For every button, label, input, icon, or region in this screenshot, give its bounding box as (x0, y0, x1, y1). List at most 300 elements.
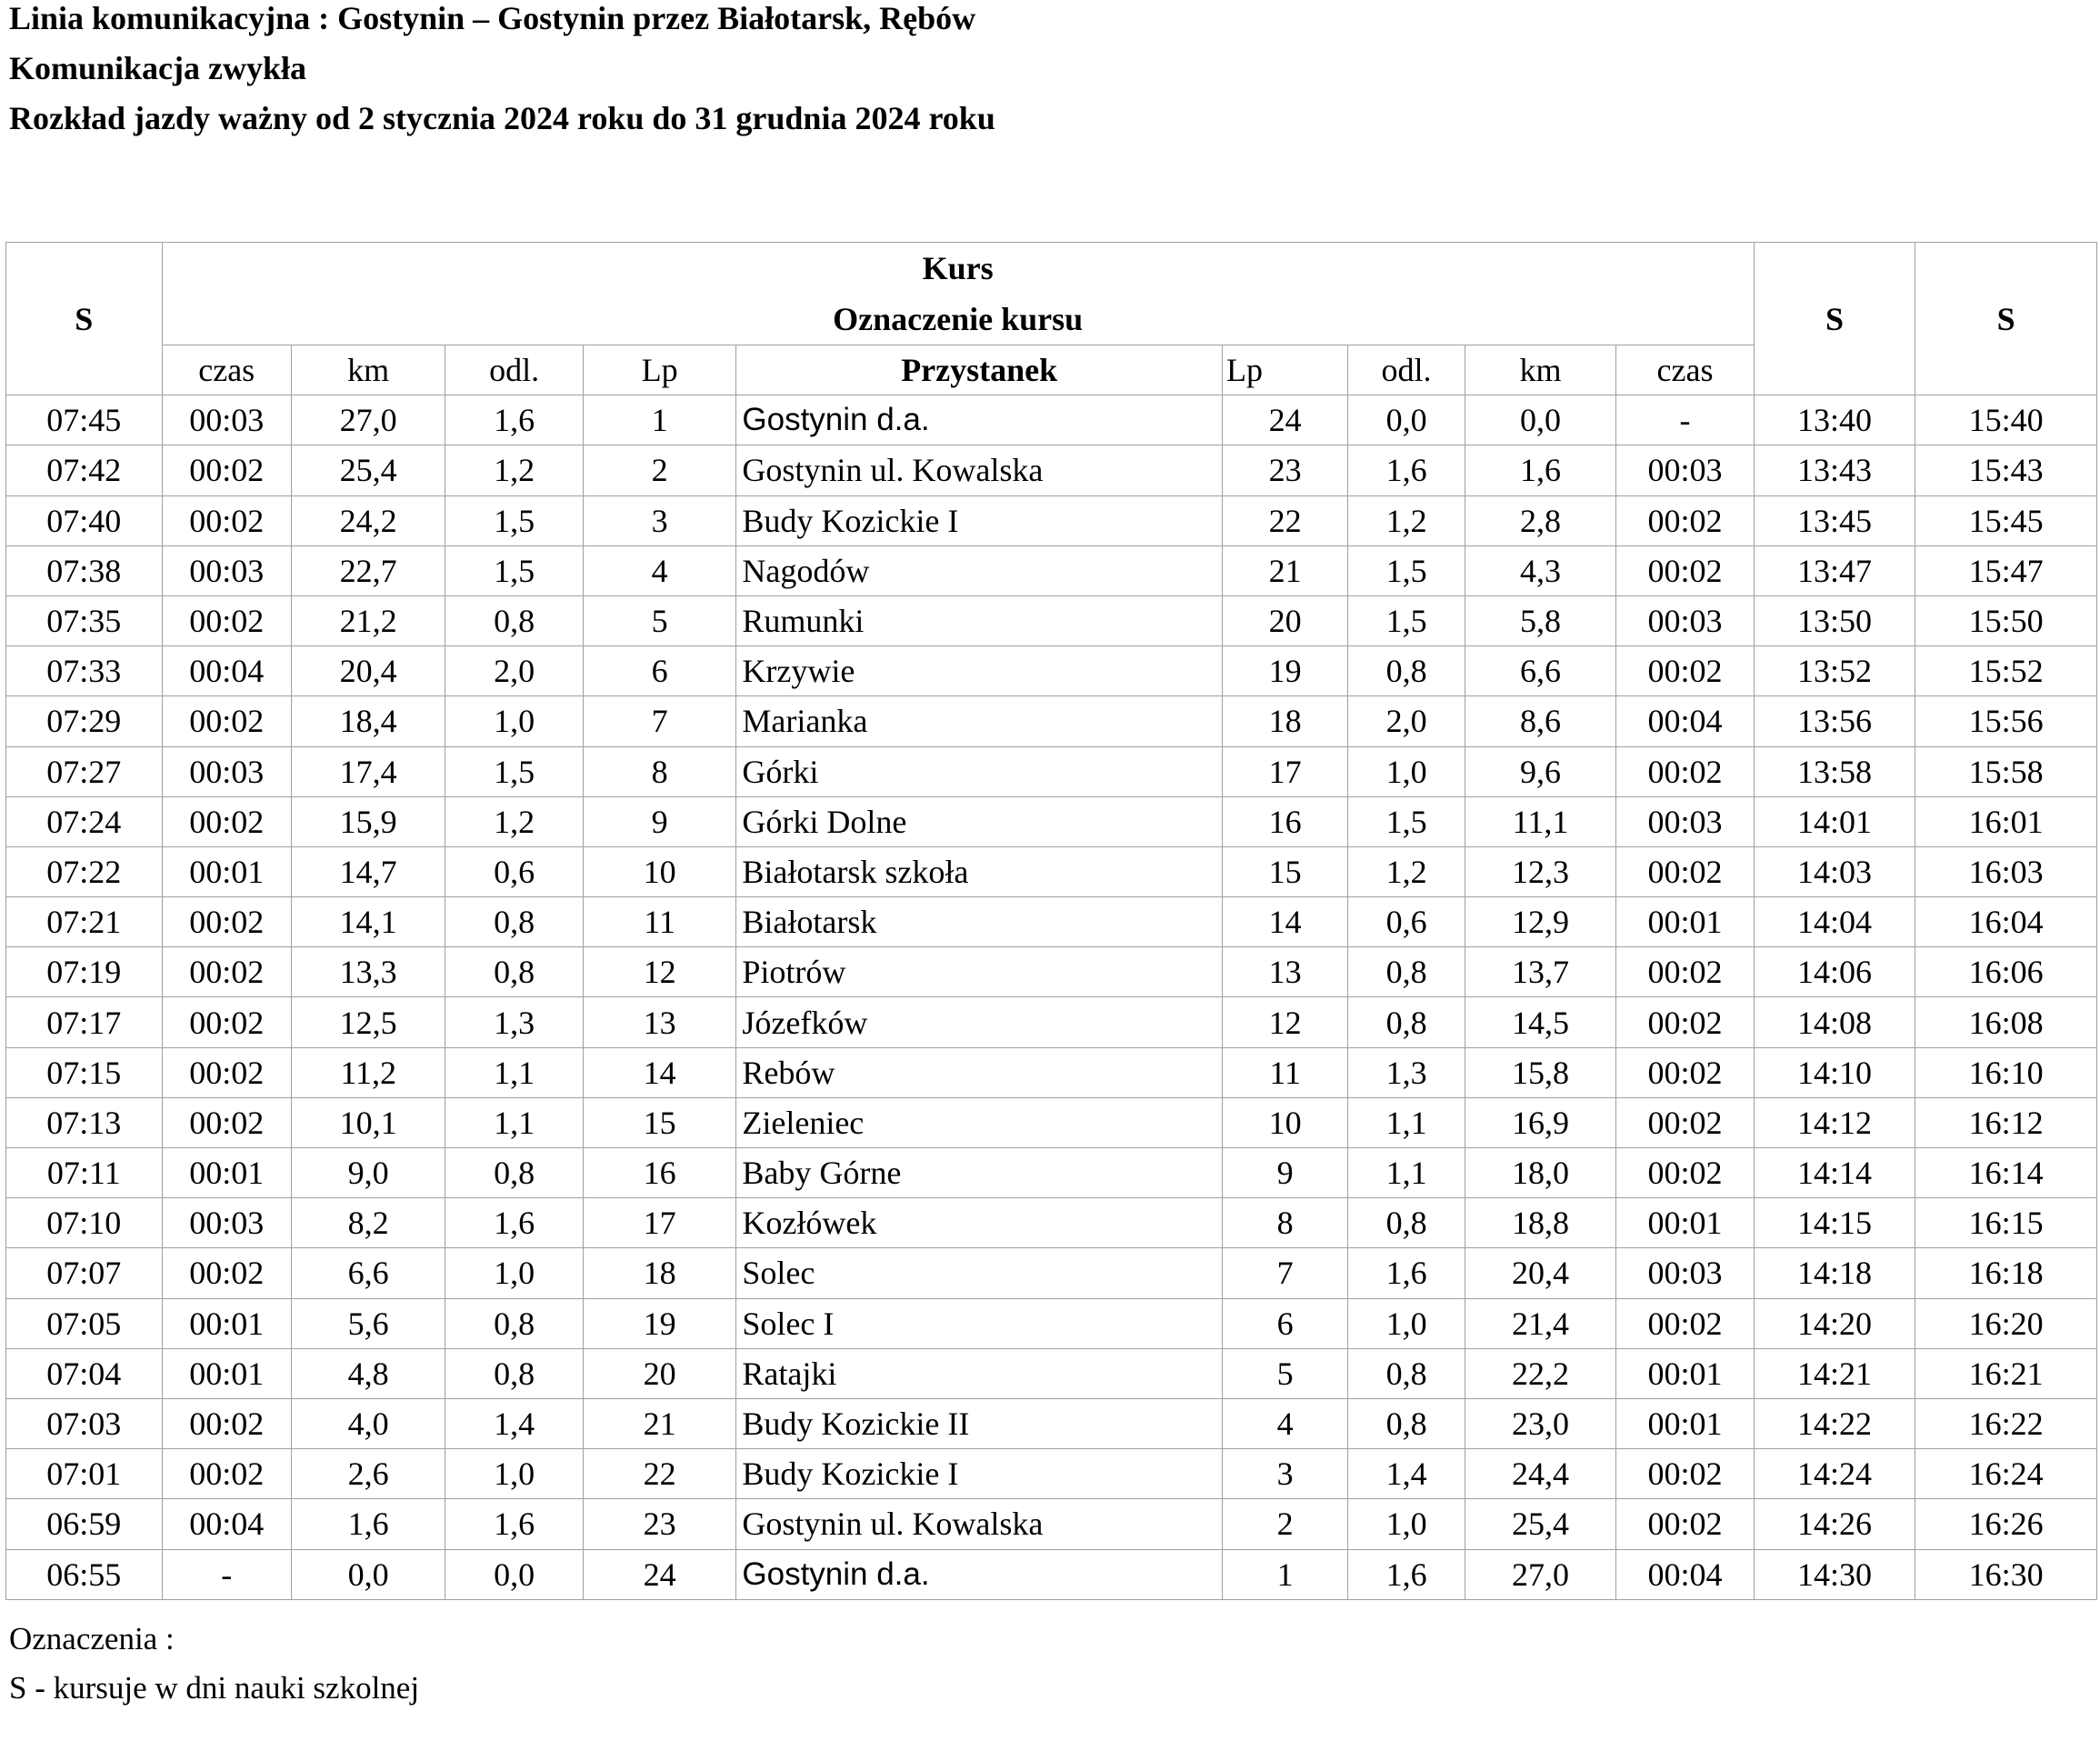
table-row (6, 1047, 2097, 1097)
odl-right-cell: 1,0 (1348, 1499, 1465, 1549)
dep-left-cell: 07:03 (6, 1398, 163, 1448)
lp-right-cell: 20 (1222, 595, 1347, 645)
dep-right-1-cell: 14:21 (1754, 1348, 1915, 1398)
lp-right-cell: 17 (1222, 746, 1347, 796)
course-designation-label: Oznaczenie kursu (833, 301, 1084, 337)
km-right-cell: 12,9 (1465, 897, 1615, 947)
lp-right-cell: 18 (1222, 696, 1347, 746)
lp-right-cell: 10 (1222, 1097, 1347, 1147)
dep-right-2-cell: 15:40 (1915, 395, 2097, 445)
kurs-label: Kurs (922, 250, 994, 286)
km-right-cell: 15,8 (1465, 1047, 1615, 1097)
km-left-cell: 14,7 (291, 846, 445, 896)
col-przystanek: Przystanek (736, 345, 1223, 395)
czas-right-cell: 00:02 (1616, 1148, 1755, 1198)
lp-left-cell: 11 (583, 897, 736, 947)
lp-left-cell: 2 (583, 445, 736, 495)
km-left-cell: 17,4 (291, 746, 445, 796)
course-left-header: S (6, 243, 163, 395)
lp-right-cell: 9 (1222, 1148, 1347, 1198)
stop-name-cell: Gostynin ul. Kowalska (736, 1499, 1223, 1549)
lp-left-cell: 22 (583, 1449, 736, 1499)
stop-name-cell: Białotarsk szkoła (736, 846, 1223, 896)
table-row (6, 1248, 2097, 1298)
dep-left-cell: 07:15 (6, 1047, 163, 1097)
km-right-cell: 20,4 (1465, 1248, 1615, 1298)
dep-right-2-cell: 16:01 (1915, 796, 2097, 846)
lp-right-cell: 11 (1222, 1047, 1347, 1097)
lp-left-cell: 8 (583, 746, 736, 796)
odl-right-cell: 1,4 (1348, 1449, 1465, 1499)
table-row (6, 646, 2097, 696)
czas-left-cell: 00:01 (162, 1148, 291, 1198)
dep-right-1-cell: 14:24 (1754, 1449, 1915, 1499)
km-right-cell: 18,8 (1465, 1198, 1615, 1248)
lp-left-cell: 3 (583, 495, 736, 545)
czas-right-cell: 00:01 (1616, 1348, 1755, 1398)
odl-left-cell: 0,8 (445, 947, 583, 997)
dep-right-2-cell: 16:04 (1915, 897, 2097, 947)
czas-left-cell: 00:02 (162, 1097, 291, 1147)
km-left-cell: 18,4 (291, 696, 445, 746)
stop-name-cell: Józefków (736, 997, 1223, 1047)
dep-right-2-cell: 16:15 (1915, 1198, 2097, 1248)
km-right-cell: 0,0 (1465, 395, 1615, 445)
odl-right-cell: 0,8 (1348, 646, 1465, 696)
lp-right-cell: 22 (1222, 495, 1347, 545)
dep-left-cell: 07:17 (6, 997, 163, 1047)
lp-right-cell: 8 (1222, 1198, 1347, 1248)
dep-right-2-cell: 16:20 (1915, 1298, 2097, 1348)
czas-right-cell: 00:03 (1616, 1248, 1755, 1298)
lp-left-cell: 24 (583, 1549, 736, 1599)
lp-right-cell: 16 (1222, 796, 1347, 846)
czas-left-cell: 00:04 (162, 1499, 291, 1549)
course-right-header-2: S (1915, 243, 2097, 395)
stop-name-cell: Rumunki (736, 595, 1223, 645)
table-row (6, 947, 2097, 997)
lp-right-cell: 14 (1222, 897, 1347, 947)
dep-right-2-cell: 16:14 (1915, 1148, 2097, 1198)
odl-right-cell: 0,8 (1348, 1398, 1465, 1448)
col-lp-left: Lp (583, 345, 736, 395)
czas-left-cell: 00:02 (162, 495, 291, 545)
table-row (6, 1499, 2097, 1549)
dep-right-2-cell: 15:56 (1915, 696, 2097, 746)
km-left-cell: 4,8 (291, 1348, 445, 1398)
km-right-cell: 14,5 (1465, 997, 1615, 1047)
table-row (6, 395, 2097, 445)
stop-name-cell: Solec (736, 1248, 1223, 1298)
table-row (6, 1449, 2097, 1499)
km-left-cell: 10,1 (291, 1097, 445, 1147)
lp-left-cell: 10 (583, 846, 736, 896)
service-type: Komunikacja zwykła (9, 50, 307, 86)
lp-right-cell: 3 (1222, 1449, 1347, 1499)
dep-right-2-cell: 15:45 (1915, 495, 2097, 545)
czas-right-cell: 00:03 (1616, 595, 1755, 645)
odl-left-cell: 1,2 (445, 445, 583, 495)
lp-left-cell: 19 (583, 1298, 736, 1348)
dep-left-cell: 07:38 (6, 545, 163, 595)
timetable-body (6, 395, 2097, 1600)
czas-right-cell: 00:02 (1616, 1298, 1755, 1348)
lp-left-cell: 12 (583, 947, 736, 997)
table-row (6, 545, 2097, 595)
dep-left-cell: 07:33 (6, 646, 163, 696)
czas-right-cell: 00:01 (1616, 1198, 1755, 1248)
dep-right-1-cell: 14:30 (1754, 1549, 1915, 1599)
stop-name-cell: Rebów (736, 1047, 1223, 1097)
dep-left-cell: 07:13 (6, 1097, 163, 1147)
table-row (6, 1198, 2097, 1248)
stop-name-cell: Krzywie (736, 646, 1223, 696)
dep-left-cell: 07:45 (6, 395, 163, 445)
odl-left-cell: 1,0 (445, 1248, 583, 1298)
odl-right-cell: 0,6 (1348, 897, 1465, 947)
odl-left-cell: 1,3 (445, 997, 583, 1047)
odl-right-cell: 1,2 (1348, 495, 1465, 545)
km-left-cell: 8,2 (291, 1198, 445, 1248)
czas-left-cell: 00:02 (162, 1449, 291, 1499)
czas-right-cell: 00:02 (1616, 1499, 1755, 1549)
col-lp-right: Lp (1222, 345, 1347, 395)
dep-right-2-cell: 16:10 (1915, 1047, 2097, 1097)
lp-right-cell: 6 (1222, 1298, 1347, 1348)
km-left-cell: 22,7 (291, 545, 445, 595)
col-odl-left: odl. (445, 345, 583, 395)
odl-left-cell: 1,6 (445, 1198, 583, 1248)
stop-name-cell: Ratajki (736, 1348, 1223, 1398)
czas-left-cell: 00:02 (162, 1047, 291, 1097)
km-right-cell: 24,4 (1465, 1449, 1615, 1499)
table-row (6, 445, 2097, 495)
km-left-cell: 21,2 (291, 595, 445, 645)
legend-s: S - kursuje w dni nauki szkolnej (9, 1670, 420, 1706)
stop-name-cell: Budy Kozickie I (736, 495, 1223, 545)
dep-right-1-cell: 13:56 (1754, 696, 1915, 746)
dep-left-cell: 07:21 (6, 897, 163, 947)
czas-right-cell: 00:02 (1616, 746, 1755, 796)
lp-right-cell: 5 (1222, 1348, 1347, 1398)
odl-right-cell: 1,5 (1348, 796, 1465, 846)
odl-left-cell: 1,5 (445, 746, 583, 796)
odl-left-cell: 1,6 (445, 1499, 583, 1549)
odl-left-cell: 1,6 (445, 395, 583, 445)
odl-right-cell: 1,5 (1348, 595, 1465, 645)
odl-right-cell: 0,8 (1348, 1348, 1465, 1398)
odl-left-cell: 1,0 (445, 696, 583, 746)
czas-right-cell: 00:04 (1616, 1549, 1755, 1599)
km-left-cell: 6,6 (291, 1248, 445, 1298)
lp-left-cell: 23 (583, 1499, 736, 1549)
dep-right-1-cell: 14:18 (1754, 1248, 1915, 1298)
lp-left-cell: 4 (583, 545, 736, 595)
km-right-cell: 22,2 (1465, 1348, 1615, 1398)
dep-right-1-cell: 14:12 (1754, 1097, 1915, 1147)
lp-left-cell: 7 (583, 696, 736, 746)
czas-right-cell: 00:02 (1616, 545, 1755, 595)
km-right-cell: 9,6 (1465, 746, 1615, 796)
czas-right-cell: - (1616, 395, 1755, 445)
lp-left-cell: 13 (583, 997, 736, 1047)
km-left-cell: 5,6 (291, 1298, 445, 1348)
km-left-cell: 15,9 (291, 796, 445, 846)
dep-right-2-cell: 15:50 (1915, 595, 2097, 645)
czas-right-cell: 00:03 (1616, 445, 1755, 495)
km-left-cell: 12,5 (291, 997, 445, 1047)
lp-left-cell: 15 (583, 1097, 736, 1147)
odl-right-cell: 1,3 (1348, 1047, 1465, 1097)
dep-left-cell: 07:40 (6, 495, 163, 545)
czas-right-cell: 00:02 (1616, 495, 1755, 545)
odl-right-cell: 0,0 (1348, 395, 1465, 445)
czas-left-cell: 00:02 (162, 947, 291, 997)
dep-right-1-cell: 14:15 (1754, 1198, 1915, 1248)
dep-right-1-cell: 14:01 (1754, 796, 1915, 846)
km-right-cell: 6,6 (1465, 646, 1615, 696)
lp-left-cell: 21 (583, 1398, 736, 1448)
dep-right-1-cell: 14:14 (1754, 1148, 1915, 1198)
km-right-cell: 8,6 (1465, 696, 1615, 746)
dep-left-cell: 07:35 (6, 595, 163, 645)
odl-right-cell: 0,8 (1348, 997, 1465, 1047)
odl-left-cell: 1,2 (445, 796, 583, 846)
stop-name-cell: Gostynin d.a. (736, 1549, 1223, 1599)
table-row (6, 495, 2097, 545)
dep-right-2-cell: 16:30 (1915, 1549, 2097, 1599)
lp-right-cell: 2 (1222, 1499, 1347, 1549)
odl-right-cell: 1,6 (1348, 1248, 1465, 1298)
table-row (6, 1298, 2097, 1348)
stop-name-cell: Solec I (736, 1298, 1223, 1348)
km-left-cell: 27,0 (291, 395, 445, 445)
czas-left-cell: 00:01 (162, 846, 291, 896)
odl-left-cell: 0,8 (445, 1148, 583, 1198)
odl-right-cell: 1,6 (1348, 1549, 1465, 1599)
odl-right-cell: 1,0 (1348, 1298, 1465, 1348)
stop-name-cell: Górki (736, 746, 1223, 796)
odl-left-cell: 1,5 (445, 495, 583, 545)
km-right-cell: 5,8 (1465, 595, 1615, 645)
dep-right-1-cell: 14:22 (1754, 1398, 1915, 1448)
km-left-cell: 24,2 (291, 495, 445, 545)
km-left-cell: 20,4 (291, 646, 445, 696)
lp-left-cell: 17 (583, 1198, 736, 1248)
dep-left-cell: 07:01 (6, 1449, 163, 1499)
lp-right-cell: 7 (1222, 1248, 1347, 1298)
col-km-right: km (1465, 345, 1615, 395)
czas-right-cell: 00:02 (1616, 1097, 1755, 1147)
czas-left-cell: 00:02 (162, 595, 291, 645)
czas-right-cell: 00:01 (1616, 1398, 1755, 1448)
dep-right-1-cell: 14:03 (1754, 846, 1915, 896)
km-left-cell: 25,4 (291, 445, 445, 495)
km-right-cell: 12,3 (1465, 846, 1615, 896)
stop-name-cell: Piotrów (736, 947, 1223, 997)
lp-left-cell: 1 (583, 395, 736, 445)
table-row (6, 1348, 2097, 1398)
km-left-cell: 2,6 (291, 1449, 445, 1499)
dep-left-cell: 07:29 (6, 696, 163, 746)
odl-left-cell: 0,0 (445, 1549, 583, 1599)
km-right-cell: 4,3 (1465, 545, 1615, 595)
stop-name-cell: Gostynin d.a. (736, 395, 1223, 445)
table-row (6, 1097, 2097, 1147)
czas-right-cell: 00:02 (1616, 997, 1755, 1047)
czas-left-cell: 00:02 (162, 445, 291, 495)
czas-left-cell: 00:03 (162, 545, 291, 595)
lp-right-cell: 24 (1222, 395, 1347, 445)
czas-right-cell: 00:02 (1616, 947, 1755, 997)
km-right-cell: 2,8 (1465, 495, 1615, 545)
lp-left-cell: 18 (583, 1248, 736, 1298)
dep-right-1-cell: 13:40 (1754, 395, 1915, 445)
dep-right-1-cell: 13:47 (1754, 545, 1915, 595)
odl-right-cell: 0,8 (1348, 947, 1465, 997)
lp-left-cell: 16 (583, 1148, 736, 1198)
table-row (6, 846, 2097, 896)
document-header (9, 0, 995, 150)
lp-right-cell: 13 (1222, 947, 1347, 997)
czas-left-cell: 00:03 (162, 746, 291, 796)
stop-name-cell: Marianka (736, 696, 1223, 746)
lp-right-cell: 12 (1222, 997, 1347, 1047)
dep-right-2-cell: 15:52 (1915, 646, 2097, 696)
czas-left-cell: 00:04 (162, 646, 291, 696)
dep-right-1-cell: 14:04 (1754, 897, 1915, 947)
stop-name-cell: Budy Kozickie I (736, 1449, 1223, 1499)
km-left-cell: 1,6 (291, 1499, 445, 1549)
dep-right-1-cell: 13:52 (1754, 646, 1915, 696)
table-row (6, 1148, 2097, 1198)
czas-left-cell: 00:02 (162, 796, 291, 846)
dep-right-1-cell: 13:45 (1754, 495, 1915, 545)
col-czas-left: czas (162, 345, 291, 395)
czas-right-cell: 00:02 (1616, 646, 1755, 696)
table-row (6, 1398, 2097, 1448)
km-left-cell: 0,0 (291, 1549, 445, 1599)
dep-left-cell: 07:19 (6, 947, 163, 997)
stop-name-cell: Kozłówek (736, 1198, 1223, 1248)
col-czas-right: czas (1616, 345, 1755, 395)
dep-right-1-cell: 14:10 (1754, 1047, 1915, 1097)
dep-right-2-cell: 15:47 (1915, 545, 2097, 595)
dep-right-2-cell: 16:21 (1915, 1348, 2097, 1398)
odl-left-cell: 0,8 (445, 1298, 583, 1348)
lp-left-cell: 20 (583, 1348, 736, 1398)
stop-name-cell: Białotarsk (736, 897, 1223, 947)
dep-left-cell: 07:04 (6, 1348, 163, 1398)
stop-name-cell: Nagodów (736, 545, 1223, 595)
czas-right-cell: 00:02 (1616, 1449, 1755, 1499)
dep-left-cell: 07:10 (6, 1198, 163, 1248)
km-right-cell: 25,4 (1465, 1499, 1615, 1549)
odl-left-cell: 0,6 (445, 846, 583, 896)
km-left-cell: 14,1 (291, 897, 445, 947)
lp-right-cell: 15 (1222, 846, 1347, 896)
lp-right-cell: 21 (1222, 545, 1347, 595)
stop-name-cell: Gostynin ul. Kowalska (736, 445, 1223, 495)
dep-right-2-cell: 16:26 (1915, 1499, 2097, 1549)
km-right-cell: 23,0 (1465, 1398, 1615, 1448)
lp-right-cell: 23 (1222, 445, 1347, 495)
stop-name-cell: Zieleniec (736, 1097, 1223, 1147)
table-row (6, 897, 2097, 947)
dep-right-2-cell: 15:58 (1915, 746, 2097, 796)
stop-name-cell: Górki Dolne (736, 796, 1223, 846)
lp-left-cell: 5 (583, 595, 736, 645)
odl-left-cell: 2,0 (445, 646, 583, 696)
czas-right-cell: 00:02 (1616, 846, 1755, 896)
dep-left-cell: 07:22 (6, 846, 163, 896)
legend-title: Oznaczenia : (9, 1621, 175, 1656)
lp-right-cell: 4 (1222, 1398, 1347, 1448)
dep-right-1-cell: 14:08 (1754, 997, 1915, 1047)
czas-left-cell: 00:02 (162, 897, 291, 947)
table-row (6, 997, 2097, 1047)
odl-right-cell: 1,2 (1348, 846, 1465, 896)
table-row (6, 696, 2097, 746)
odl-left-cell: 0,8 (445, 1348, 583, 1398)
czas-left-cell: 00:01 (162, 1348, 291, 1398)
odl-right-cell: 1,1 (1348, 1097, 1465, 1147)
odl-right-cell: 1,0 (1348, 746, 1465, 796)
km-right-cell: 27,0 (1465, 1549, 1615, 1599)
stop-name-cell: Baby Górne (736, 1148, 1223, 1198)
km-left-cell: 13,3 (291, 947, 445, 997)
lp-left-cell: 14 (583, 1047, 736, 1097)
czas-left-cell: 00:02 (162, 696, 291, 746)
czas-left-cell: 00:02 (162, 1248, 291, 1298)
dep-right-1-cell: 14:20 (1754, 1298, 1915, 1348)
odl-left-cell: 1,5 (445, 545, 583, 595)
lp-left-cell: 6 (583, 646, 736, 696)
validity-period: Rozkład jazdy ważny od 2 stycznia 2024 roku do 31 grudnia 2024 roku (9, 100, 995, 136)
odl-left-cell: 1,1 (445, 1097, 583, 1147)
dep-right-2-cell: 15:43 (1915, 445, 2097, 495)
odl-right-cell: 1,6 (1348, 445, 1465, 495)
dep-left-cell: 07:42 (6, 445, 163, 495)
col-km-left: km (291, 345, 445, 395)
dep-left-cell: 06:59 (6, 1499, 163, 1549)
czas-right-cell: 00:01 (1616, 897, 1755, 947)
dep-right-1-cell: 14:06 (1754, 947, 1915, 997)
czas-right-cell: 00:02 (1616, 1047, 1755, 1097)
czas-left-cell: - (162, 1549, 291, 1599)
dep-right-1-cell: 13:58 (1754, 746, 1915, 796)
stop-name-cell: Budy Kozickie II (736, 1398, 1223, 1448)
km-right-cell: 16,9 (1465, 1097, 1615, 1147)
czas-left-cell: 00:02 (162, 1398, 291, 1448)
table-row (6, 1549, 2097, 1599)
dep-right-2-cell: 16:12 (1915, 1097, 2097, 1147)
odl-left-cell: 1,1 (445, 1047, 583, 1097)
col-odl-right: odl. (1348, 345, 1465, 395)
km-left-cell: 4,0 (291, 1398, 445, 1448)
dep-left-cell: 07:07 (6, 1248, 163, 1298)
dep-right-1-cell: 13:43 (1754, 445, 1915, 495)
timetable (5, 242, 2097, 1600)
dep-left-cell: 07:11 (6, 1148, 163, 1198)
lp-right-cell: 1 (1222, 1549, 1347, 1599)
odl-left-cell: 0,8 (445, 897, 583, 947)
czas-right-cell: 00:04 (1616, 696, 1755, 746)
dep-right-1-cell: 13:50 (1754, 595, 1915, 645)
dep-right-2-cell: 16:24 (1915, 1449, 2097, 1499)
table-row (6, 746, 2097, 796)
lp-left-cell: 9 (583, 796, 736, 846)
